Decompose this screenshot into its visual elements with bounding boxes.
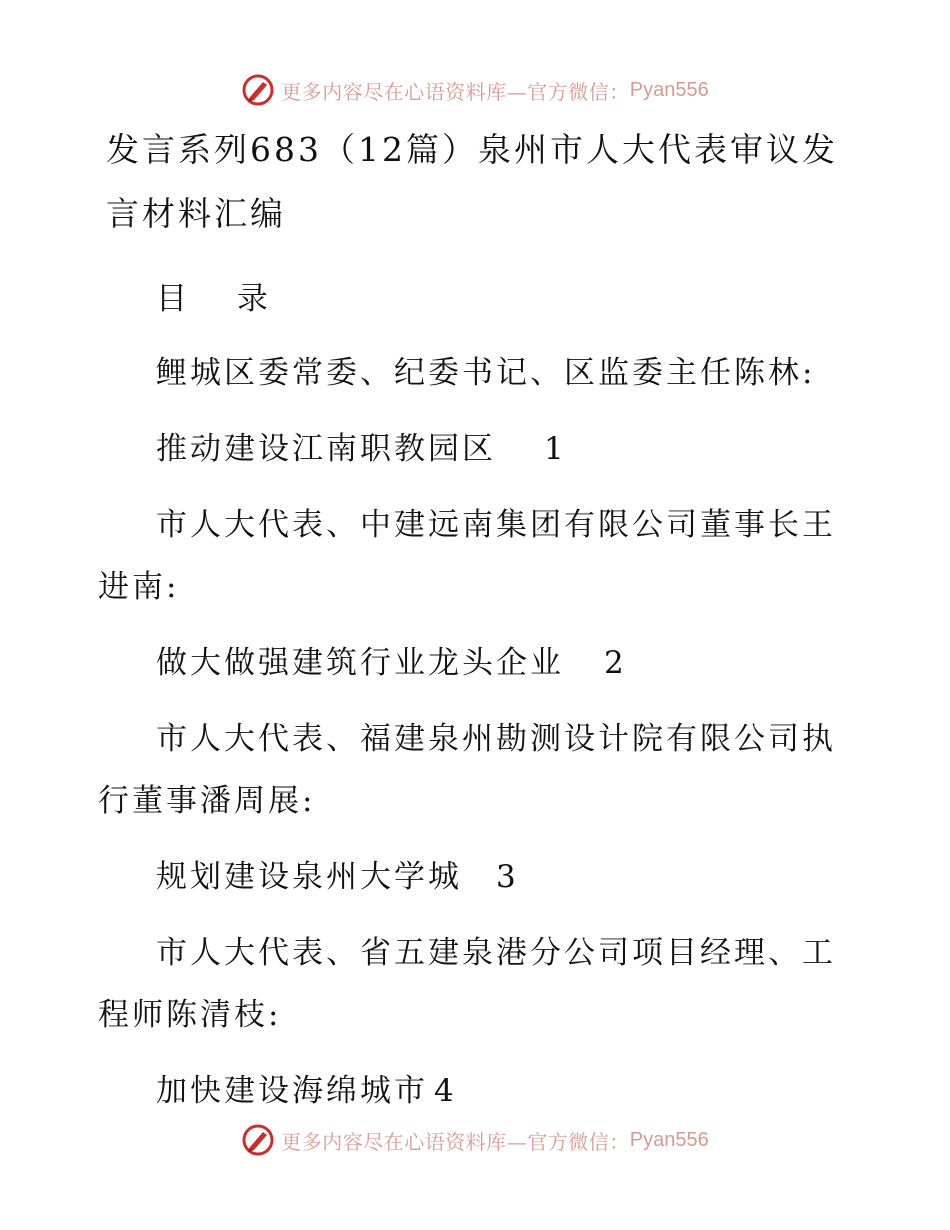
toc-topic — [98, 418, 858, 480]
toc-page-number: 3 — [496, 859, 516, 895]
toc-speaker: 市人大代表、福建泉州勘测设计院有限公司执行董事潘周展: — [98, 721, 836, 819]
toc-speaker: 鲤城区委常委、纪委书记、区监委主任陈林: — [156, 355, 816, 391]
toc-entry — [98, 494, 858, 694]
pen-circle-logo-icon — [241, 1123, 275, 1157]
banner-text: 更多内容尽在心语资料库—官方微信： — [281, 79, 630, 104]
toc-speaker: 市人大代表、中建远南集团有限公司董事长王进南: — [98, 507, 836, 605]
toc-speaker: 市人大代表、省五建泉港分公司项目经理、工程师陈清枝: — [98, 935, 836, 1033]
banner-text: 更多内容尽在心语资料库—官方微信： — [281, 1129, 630, 1154]
pen-circle-logo-icon — [241, 73, 275, 107]
toc-page-number: 4 — [434, 1073, 454, 1109]
document-title: 发言系列683（12篇）泉州市人大代表审议发言材料汇编 — [106, 130, 838, 233]
toc-topic-text: 推动建设江南职教园区 — [156, 431, 496, 467]
banner-wechat-id: Pyan556 — [629, 1128, 709, 1151]
header-banner — [0, 70, 950, 110]
toc-topic — [98, 632, 858, 694]
toc-topic-text: 做大做强建筑行业龙头企业 — [156, 645, 564, 681]
toc-page-number: 2 — [604, 645, 624, 681]
banner-wechat-id: Pyan556 — [629, 78, 709, 101]
footer-banner — [0, 1120, 950, 1160]
toc-heading: 目 录 — [156, 281, 288, 317]
toc-entry — [98, 708, 858, 908]
document-body — [98, 118, 858, 1122]
toc-topic-text: 加快建设海绵城市 — [156, 1073, 428, 1109]
toc-topic — [98, 846, 858, 908]
toc-page-number: 1 — [544, 431, 564, 467]
toc-entry — [98, 342, 858, 480]
toc-topic-text: 规划建设泉州大学城 — [156, 859, 462, 895]
toc-topic — [98, 1060, 858, 1122]
toc-entry — [98, 922, 858, 1122]
